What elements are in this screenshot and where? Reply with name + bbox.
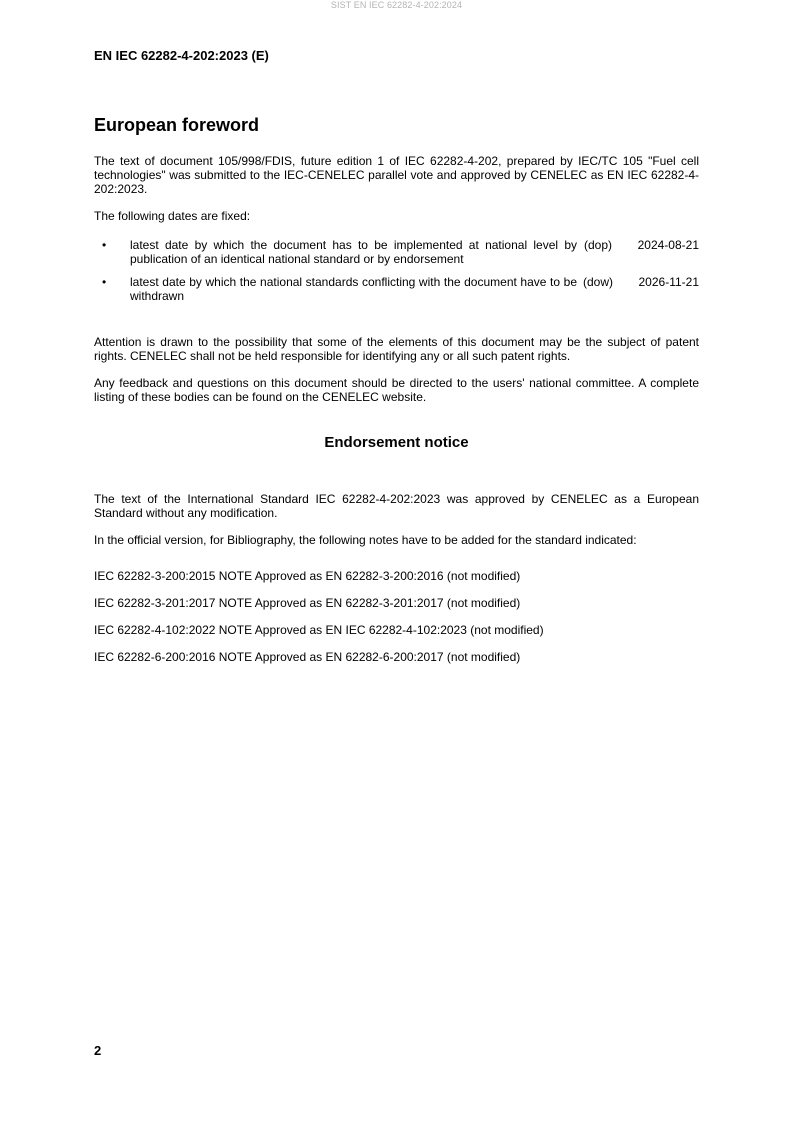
bullet-mark: • bbox=[102, 238, 107, 252]
document-header: EN IEC 62282-4-202:2023 (E) bbox=[94, 48, 269, 63]
page-number: 2 bbox=[94, 1043, 102, 1058]
page-content bbox=[94, 115, 699, 677]
bibliography-intro: In the official version, for Bibliography, the following notes have to be added for the standard indicated: bbox=[94, 533, 637, 547]
date-value: 2024-08-21 bbox=[637, 238, 699, 252]
date-code: (dop) bbox=[583, 238, 612, 252]
date-item-dow bbox=[94, 275, 699, 303]
date-description: latest date by which the national standards conflicting with the document have to be withdrawn bbox=[130, 275, 577, 303]
watermark: SIST EN IEC 62282-4-202:2024 bbox=[330, 0, 463, 10]
feedback-notice: Any feedback and questions on this document should be directed to the users' national committee. A complete listing of these bodies can be found on the CENELEC website. bbox=[94, 376, 699, 404]
patent-notice: Attention is drawn to the possibility that some of the elements of this document may be the subject of patent rights. CENELEC shall not be held responsible for identifying any or all such patent rights. bbox=[94, 335, 699, 363]
date-description: latest date by which the document has to be implemented at national level by publication of an identical national standard or by endorsement bbox=[130, 238, 577, 266]
bibliography-note: IEC 62282-3-201:2017 NOTE Approved as EN 62282-3-201:2017 (not modified) bbox=[94, 596, 521, 610]
endorsement-title: Endorsement notice bbox=[324, 434, 469, 451]
bibliography-note: IEC 62282-6-200:2016 NOTE Approved as EN 62282-6-200:2017 (not modified) bbox=[94, 650, 521, 664]
bibliography-note: IEC 62282-3-200:2015 NOTE Approved as EN 62282-3-200:2016 (not modified) bbox=[94, 569, 521, 583]
bibliography-note: IEC 62282-4-102:2022 NOTE Approved as EN IEC 62282-4-102:2023 (not modified) bbox=[94, 623, 544, 637]
bullet-mark: • bbox=[102, 275, 107, 289]
foreword-title: European foreword bbox=[94, 115, 260, 135]
foreword-intro: The text of document 105/998/FDIS, future edition 1 of IEC 62282-4-202, prepared by IEC/TC 105 "Fuel cell technologies" was submitted to the IEC-CENELEC parallel vote and approved by CENELEC as EN IEC 62282-4-202:2023. bbox=[94, 154, 699, 196]
date-item-dop bbox=[94, 238, 699, 266]
bibliography-notes bbox=[94, 569, 699, 664]
dates-list bbox=[94, 238, 699, 303]
dates-intro: The following dates are fixed: bbox=[94, 209, 251, 223]
date-code: (dow) bbox=[582, 275, 613, 289]
date-value: 2026-11-21 bbox=[638, 275, 699, 289]
endorsement-approval: The text of the International Standard IEC 62282-4-202:2023 was approved by CENELEC as a European Standard without any modification. bbox=[94, 492, 699, 520]
